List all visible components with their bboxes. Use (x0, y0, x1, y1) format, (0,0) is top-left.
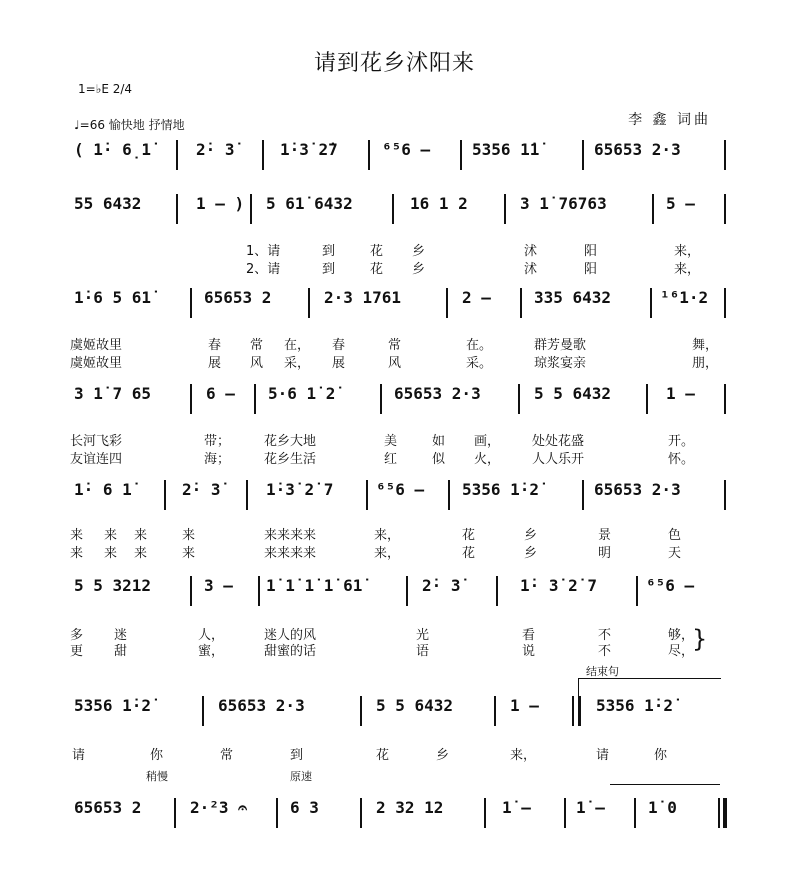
music-line (70, 480, 730, 510)
measure: 5 61̇ 6432 (266, 194, 353, 213)
barline (496, 576, 498, 606)
lyric: 你 (150, 748, 164, 763)
lyric: 请 (72, 748, 86, 763)
measure: 2 – (462, 288, 491, 307)
lyric: 蜜， (198, 644, 225, 659)
barline (262, 140, 264, 170)
lyric: 带； (204, 434, 231, 449)
barline (392, 194, 394, 224)
lyric: 来， (374, 546, 401, 561)
measure: 65653 2·3 (594, 480, 681, 499)
lyric: 多 (70, 628, 84, 643)
tempo-orig-label: 原速 (290, 770, 312, 783)
lyric: 沭 (524, 262, 538, 277)
measure: 1̇·6 5 61̇ (74, 288, 152, 307)
lyric-line-2 (70, 448, 730, 467)
lyric: 明 (598, 546, 612, 561)
lyric-line-1 (70, 334, 730, 353)
tie-line (610, 784, 720, 785)
lyric: 景 (598, 528, 612, 543)
score-row-5 (70, 480, 730, 561)
barline (368, 140, 370, 170)
tempo-marking: ♩=66 愉快地 抒情地 (74, 118, 185, 132)
measure: ⁶⁵6 – (646, 576, 695, 595)
lyric: 乡 (524, 546, 538, 561)
final-barline-thick (723, 798, 727, 828)
lyric-line-2 (70, 640, 730, 659)
barline (202, 696, 204, 726)
lyric: 1、请 (246, 244, 281, 259)
lyric: 花乡生活 (264, 452, 317, 467)
lyric: 迷 (114, 628, 128, 643)
lyric: 来 (134, 546, 148, 561)
lyric: 来来来来 (264, 546, 317, 561)
score-row-1 (70, 140, 730, 170)
measure: 55 6432 (74, 194, 142, 213)
lyric: 处处花盛 (532, 434, 585, 449)
lyric: 舞， (692, 338, 719, 353)
measure: 5 5 3212 (74, 576, 152, 595)
barline (650, 288, 652, 318)
lyric: 花 (370, 262, 384, 277)
measure: 1̇ 0 (648, 798, 677, 817)
measure: 1̇ 1̇ 1̇ 1̇ 61̇ (266, 576, 363, 595)
lyric: 花 (462, 546, 476, 561)
measure: 2̇· 3̇ (422, 576, 461, 595)
lyric: 来 (104, 546, 118, 561)
score-row-8 (70, 798, 730, 828)
barline (258, 576, 260, 606)
lyric: 虞姬故里 (70, 356, 123, 371)
lyric: 语 (416, 644, 430, 659)
barline (724, 288, 726, 318)
lyric: 群芳曼歌 (534, 338, 587, 353)
barline (276, 798, 278, 828)
score-row-3 (70, 288, 730, 371)
lyric: 花 (376, 748, 390, 763)
lyric: 开。 (668, 434, 695, 449)
measure: 335 6432 (534, 288, 612, 307)
lyric: 到 (290, 748, 304, 763)
barline (724, 384, 726, 414)
lyric-line-1 (70, 744, 730, 763)
measure: 5 5 6432 (534, 384, 612, 403)
lyric: 来 (104, 528, 118, 543)
measure: 1 – (510, 696, 539, 715)
lyric: 来 (182, 546, 196, 561)
music-line (70, 194, 730, 224)
barline (504, 194, 506, 224)
score-row-6 (70, 576, 730, 659)
measure: ( 1̇· 6̣1̇ (74, 140, 152, 159)
author-credit: 李 鑫 词曲 (628, 112, 711, 128)
lyric: 画， (474, 434, 501, 449)
lyric: 阳 (584, 244, 598, 259)
barline (652, 194, 654, 224)
lyric: 采， (284, 356, 311, 371)
lyric: 甜蜜的话 (264, 644, 317, 659)
music-line (70, 798, 730, 828)
lyric: 来 (70, 546, 84, 561)
lyric: 说 (522, 644, 536, 659)
lyric-line-1 (70, 240, 730, 259)
measure: 2̇· 3̇ (182, 480, 221, 499)
measure: ¹⁶1·2 (660, 288, 709, 307)
lyric: 人人乐开 (532, 452, 585, 467)
measure: 1̇ – (502, 798, 531, 817)
lyric: 虞姬故里 (70, 338, 123, 353)
barline (250, 194, 252, 224)
lyric: 友谊连四 (70, 452, 123, 467)
barline (724, 480, 726, 510)
lyric: 来 (70, 528, 84, 543)
lyric: 花乡大地 (264, 434, 317, 449)
measure: 1̇ – (576, 798, 605, 817)
lyric: 海； (204, 452, 231, 467)
tempo-slow-label: 稍慢 (146, 770, 168, 783)
lyric: 花 (370, 244, 384, 259)
lyric: 花 (462, 528, 476, 543)
repeat-barline (572, 696, 574, 726)
lyric-line-1 (70, 624, 730, 643)
lyric: 看 (522, 628, 536, 643)
lyric-line-1 (70, 430, 730, 449)
lyric: 尽， (668, 644, 695, 659)
measure: 3 1̇ 76763 (520, 194, 607, 213)
lyric: 长河飞彩 (70, 434, 123, 449)
repeat-brace: } (692, 625, 708, 653)
key-signature: 1=♭E 2/4 (78, 82, 133, 96)
barline (582, 480, 584, 510)
barline (164, 480, 166, 510)
barline (520, 288, 522, 318)
lyric: 来 (182, 528, 196, 543)
score-row-2 (70, 194, 730, 277)
measure: 3 1̇ 7 65 (74, 384, 152, 403)
song-title: 请到花乡沭阳来 (313, 51, 475, 76)
measure: 1̇· 3̇ 2̇ 7 (520, 576, 598, 595)
lyric: 光 (416, 628, 430, 643)
lyric: 似 (432, 452, 446, 467)
lyric: 如 (432, 434, 446, 449)
lyric: 乡 (436, 748, 450, 763)
barline (448, 480, 450, 510)
repeat-barline-thick (578, 696, 581, 726)
barline (724, 194, 726, 224)
lyric: 春 (208, 338, 222, 353)
music-line (70, 384, 730, 414)
lyric: 来来来来 (264, 528, 317, 543)
lyric: 怀。 (668, 452, 695, 467)
lyric: 乡 (412, 244, 426, 259)
barline (406, 576, 408, 606)
measure: 1̇· 6 1̇ (74, 480, 132, 499)
barline (254, 384, 256, 414)
measure: 3 – (204, 576, 233, 595)
lyric: 琼浆宴亲 (534, 356, 587, 371)
lyric-line-2 (70, 352, 730, 371)
measure: 6 3 (290, 798, 319, 817)
lyric: 展 (332, 356, 346, 371)
measure: 65653 2 (204, 288, 272, 307)
lyric-line-2 (70, 258, 730, 277)
measure: 1̇·3̇ 2̇ 7 (266, 480, 334, 499)
lyric: 到 (322, 262, 336, 277)
barline (380, 384, 382, 414)
barline (176, 194, 178, 224)
measure: 2·3 1761 (324, 288, 402, 307)
lyric: 常 (220, 748, 234, 763)
lyric: 常 (250, 338, 264, 353)
lyric: 天 (668, 546, 682, 561)
barline (724, 140, 726, 170)
lyric: 更 (70, 644, 84, 659)
barline (174, 798, 176, 828)
measure: 5356 1̇1̇ (472, 140, 540, 159)
barline (366, 480, 368, 510)
barline (636, 576, 638, 606)
measure: 65653 2 (74, 798, 142, 817)
lyric-line-2 (70, 542, 730, 561)
barline (360, 696, 362, 726)
measure: 5356 1̇·2̇ (596, 696, 674, 715)
music-line (70, 696, 730, 726)
music-line (70, 576, 730, 606)
lyric: 展 (208, 356, 222, 371)
barline (494, 696, 496, 726)
lyric: 常 (388, 338, 402, 353)
measure: 2 32 12 (376, 798, 444, 817)
measure: 5356 1̇·2̇ (462, 480, 540, 499)
measure: 6 – (206, 384, 235, 403)
lyric: 来， (510, 748, 537, 763)
barline (634, 798, 636, 828)
lyric: 风 (388, 356, 402, 371)
measure: 65653 2·3 (218, 696, 305, 715)
lyric: 到 (322, 244, 336, 259)
measure: 5356 1̇·2̇ (74, 696, 152, 715)
barline (446, 288, 448, 318)
lyric: 沭 (524, 244, 538, 259)
lyric: 2、请 (246, 262, 281, 277)
barline (564, 798, 566, 828)
final-barline (718, 798, 720, 828)
measure: 1 – (666, 384, 695, 403)
lyric: 甜 (114, 644, 128, 659)
ending-label: 结束句 (586, 665, 619, 678)
measure: 5 – (666, 194, 695, 213)
lyric: 来， (674, 244, 701, 259)
measure: 65653 2·3 (594, 140, 681, 159)
lyric: 阳 (584, 262, 598, 277)
measure: 2̇· 3̇ (196, 140, 235, 159)
measure: 5 5 6432 (376, 696, 454, 715)
lyric: 人， (198, 628, 225, 643)
measure: 1̇·3̇ 2̇7 (280, 140, 338, 159)
measure: 5·6 1̇ 2̇ (268, 384, 336, 403)
measure: 2·²3 𝄐 (190, 798, 248, 817)
lyric: 乡 (412, 262, 426, 277)
barline (460, 140, 462, 170)
music-line (70, 140, 730, 170)
lyric: 在， (284, 338, 311, 353)
lyric: 够， (668, 628, 695, 643)
score-row-7 (70, 696, 730, 763)
lyric-line-1 (70, 524, 730, 543)
lyric: 来 (134, 528, 148, 543)
barline (360, 798, 362, 828)
barline (582, 140, 584, 170)
music-line (70, 288, 730, 318)
lyric: 朋， (692, 356, 719, 371)
barline (190, 576, 192, 606)
score-row-4 (70, 384, 730, 467)
lyric: 采。 (466, 356, 493, 371)
lyric: 色 (668, 528, 682, 543)
measure: 1 – ) (196, 194, 245, 213)
barline (646, 384, 648, 414)
lyric: 迷人的风 (264, 628, 317, 643)
barline (308, 288, 310, 318)
barline (176, 140, 178, 170)
lyric: 美 (384, 434, 398, 449)
lyric: 乡 (524, 528, 538, 543)
lyric: 火， (474, 452, 501, 467)
lyric: 请 (596, 748, 610, 763)
barline (246, 480, 248, 510)
lyric: 你 (654, 748, 668, 763)
barline (518, 384, 520, 414)
lyric: 风 (250, 356, 264, 371)
barline (190, 384, 192, 414)
lyric: 来， (674, 262, 701, 277)
lyric: 红 (384, 452, 398, 467)
lyric: 不 (598, 628, 612, 643)
lyric: 不 (598, 644, 612, 659)
lyric: 来， (374, 528, 401, 543)
barline (190, 288, 192, 318)
lyric: 春 (332, 338, 346, 353)
measure: 65653 2·3 (394, 384, 481, 403)
measure: ⁶⁵6 – (382, 140, 431, 159)
barline (484, 798, 486, 828)
lyric: 在。 (466, 338, 493, 353)
measure: 16 1 2 (410, 194, 468, 213)
measure: ⁶⁵6 – (376, 480, 425, 499)
